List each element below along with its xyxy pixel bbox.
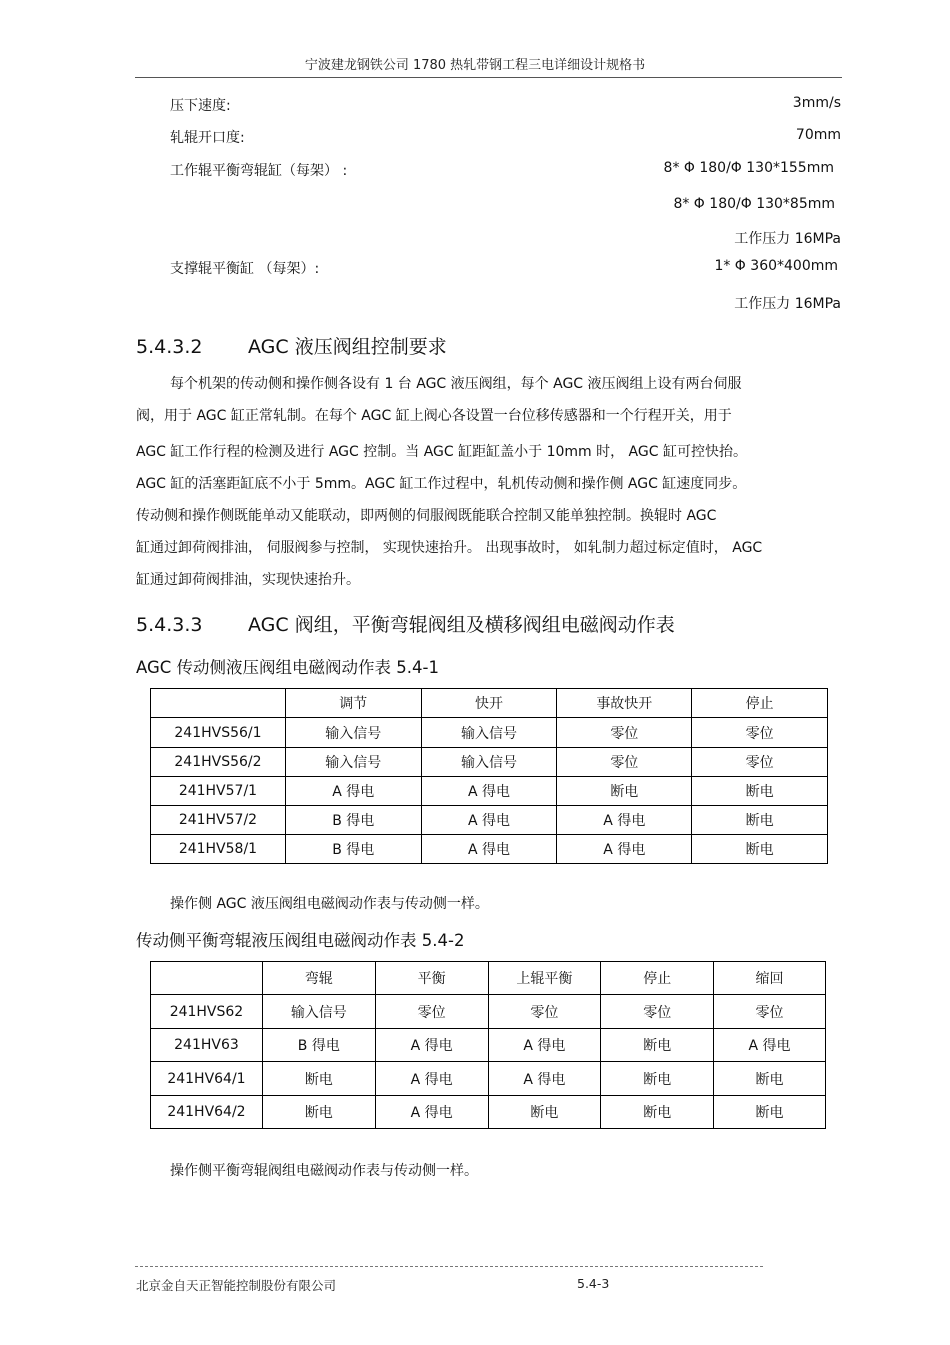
table-cell: 输入信号 (285, 718, 421, 748)
table-cell: 输入信号 (285, 748, 421, 777)
table-cell: 断电 (262, 1062, 375, 1096)
spec-value: 70mm (795, 127, 841, 143)
table-cell: A 得电 (488, 1062, 601, 1096)
table-cell: 断电 (714, 1062, 826, 1096)
table-cell: A 得电 (557, 835, 692, 864)
section-heading-5-4-3-3 (136, 610, 675, 637)
table-header-row (151, 689, 828, 718)
table-cell: 输入信号 (262, 995, 375, 1029)
table-row (151, 748, 828, 777)
paragraph-line: AGC 缸工作行程的检测及进行 AGC 控制。当 AGC 缸距缸盖小于 10mm 时， AGC 缸可控快抬。 (136, 444, 747, 460)
table-header-row (151, 962, 826, 995)
header-cell: 停止 (692, 689, 828, 718)
spec-label: 支撑辊平衡缸 （每架）: (170, 261, 320, 277)
header-cell: 弯辊 (262, 962, 375, 995)
page-header: 宁波建龙钢铁公司 1780 热轧带钢工程三电详细设计规格书 (304, 58, 646, 73)
valve-table-5-4-1 (150, 688, 828, 864)
table-cell: B 得电 (285, 806, 421, 835)
table-row (151, 995, 826, 1029)
table-cell: 零位 (692, 718, 828, 748)
header-cell: 停止 (601, 962, 714, 995)
header-cell (151, 962, 263, 995)
table-cell: 输入信号 (421, 718, 557, 748)
spec-label: 轧辊开口度: (170, 130, 245, 146)
table-cell: A 得电 (375, 1029, 488, 1062)
table-cell: 零位 (557, 718, 692, 748)
header-cell: 调节 (285, 689, 421, 718)
table-cell: 241HV57/1 (151, 777, 286, 806)
header-cell: 快开 (421, 689, 557, 718)
table-row (151, 1029, 826, 1062)
footer-page-number: 5.4-3 (577, 1276, 610, 1291)
table-cell: A 得电 (421, 777, 557, 806)
section-number: 5.4.3.3 (136, 614, 203, 636)
table-cell: A 得电 (421, 835, 557, 864)
table-cell: B 得电 (262, 1029, 375, 1062)
spec-value: 3mm/s (792, 95, 841, 111)
table-caption: AGC 传动侧液压阀组电磁阀动作表 5.4-1 (136, 658, 439, 677)
table-cell: 断电 (488, 1096, 601, 1129)
table-cell: 零位 (375, 995, 488, 1029)
table-cell: A 得电 (714, 1029, 826, 1062)
table-note: 操作侧 AGC 液压阀组电磁阀动作表与传动侧一样。 (170, 896, 489, 912)
valve-table-5-4-2 (150, 961, 826, 1129)
paragraph-line: 阀，用于 AGC 缸正常轧制。在每个 AGC 缸上阀心各设置一台位移传感器和一个行程开关，用于 (136, 408, 732, 424)
table-cell: 241HV58/1 (151, 835, 286, 864)
table-cell: 输入信号 (421, 748, 557, 777)
section-number: 5.4.3.2 (136, 336, 203, 358)
table-cell: 241HVS56/2 (151, 748, 286, 777)
paragraph-line: 缸通过卸荷阀排油，实现快速抬升。 (136, 572, 360, 588)
table-cell: 断电 (557, 777, 692, 806)
table-cell: A 得电 (285, 777, 421, 806)
spec-value: 8* Φ 180/Φ 130*155mm (663, 160, 834, 176)
spec-value: 8* Φ 180/Φ 130*85mm (673, 196, 835, 212)
table-cell: 241HVS56/1 (151, 718, 286, 748)
table-row (151, 777, 828, 806)
table-cell: A 得电 (375, 1096, 488, 1129)
table-cell: A 得电 (421, 806, 557, 835)
table-row (151, 1062, 826, 1096)
header-cell: 事故快开 (557, 689, 692, 718)
table-cell: 零位 (714, 995, 826, 1029)
table-cell: 断电 (714, 1096, 826, 1129)
section-title: AGC 阀组，平衡弯辊阀组及横移阀组电磁阀动作表 (248, 614, 675, 636)
paragraph-line: 缸通过卸荷阀排油， 伺服阀参与控制， 实现快速抬升。 出现事故时， 如轧制力超过标定值时， AGC (136, 540, 763, 556)
spec-value: 1* Φ 360*400mm (714, 258, 838, 274)
table-row (151, 718, 828, 748)
paragraph-line: AGC 缸的活塞距缸底不小于 5mm。AGC 缸工作过程中，轧机传动侧和操作侧 AGC 缸速度同步。 (136, 476, 747, 492)
table-cell: B 得电 (285, 835, 421, 864)
table-cell: A 得电 (375, 1062, 488, 1096)
header-cell (151, 689, 286, 718)
spec-value: 工作压力 16MPa (734, 231, 841, 247)
footer-company: 北京金自天正智能控制股份有限公司 (136, 1278, 337, 1293)
table-row (151, 835, 828, 864)
header-cell: 上辊平衡 (488, 962, 601, 995)
table-cell: 零位 (692, 748, 828, 777)
table-cell: 零位 (488, 995, 601, 1029)
table-cell: 断电 (692, 835, 828, 864)
table-cell: 零位 (557, 748, 692, 777)
table-note: 操作侧平衡弯辊阀组电磁阀动作表与传动侧一样。 (170, 1163, 478, 1179)
paragraph-line: 每个机架的传动侧和操作侧各设有 1 台 AGC 液压阀组，每个 AGC 液压阀组上设有两台伺服 (170, 376, 742, 392)
table-cell: 零位 (601, 995, 714, 1029)
section-title: AGC 液压阀组控制要求 (248, 336, 447, 358)
table-cell: 241HVS62 (151, 995, 263, 1029)
table-cell: 断电 (692, 806, 828, 835)
table-row (151, 806, 828, 835)
header-cell: 平衡 (375, 962, 488, 995)
table-cell: 断电 (601, 1062, 714, 1096)
footer-divider (135, 1266, 763, 1267)
spec-label: 工作辊平衡弯辊缸（每架） : (170, 163, 348, 179)
table-caption: 传动侧平衡弯辊液压阀组电磁阀动作表 5.4-2 (136, 931, 465, 950)
table-row (151, 1096, 826, 1129)
table-cell: 断电 (262, 1096, 375, 1129)
paragraph-line: 传动侧和操作侧既能单动又能联动，即两侧的伺服阀既能联合控制又能单独控制。换辊时 AGC (136, 508, 717, 524)
table-cell: 241HV64/1 (151, 1062, 263, 1096)
table-cell: A 得电 (557, 806, 692, 835)
table-cell: 241HV64/2 (151, 1096, 263, 1129)
table-cell: A 得电 (488, 1029, 601, 1062)
table-cell: 断电 (692, 777, 828, 806)
table-cell: 断电 (601, 1029, 714, 1062)
spec-label: 压下速度: (170, 98, 231, 114)
header-cell: 缩回 (714, 962, 826, 995)
table-cell: 断电 (601, 1096, 714, 1129)
table-cell: 241HV63 (151, 1029, 263, 1062)
spec-value: 工作压力 16MPa (734, 296, 841, 312)
section-paragraph (136, 0, 841, 600)
table-cell: 241HV57/2 (151, 806, 286, 835)
